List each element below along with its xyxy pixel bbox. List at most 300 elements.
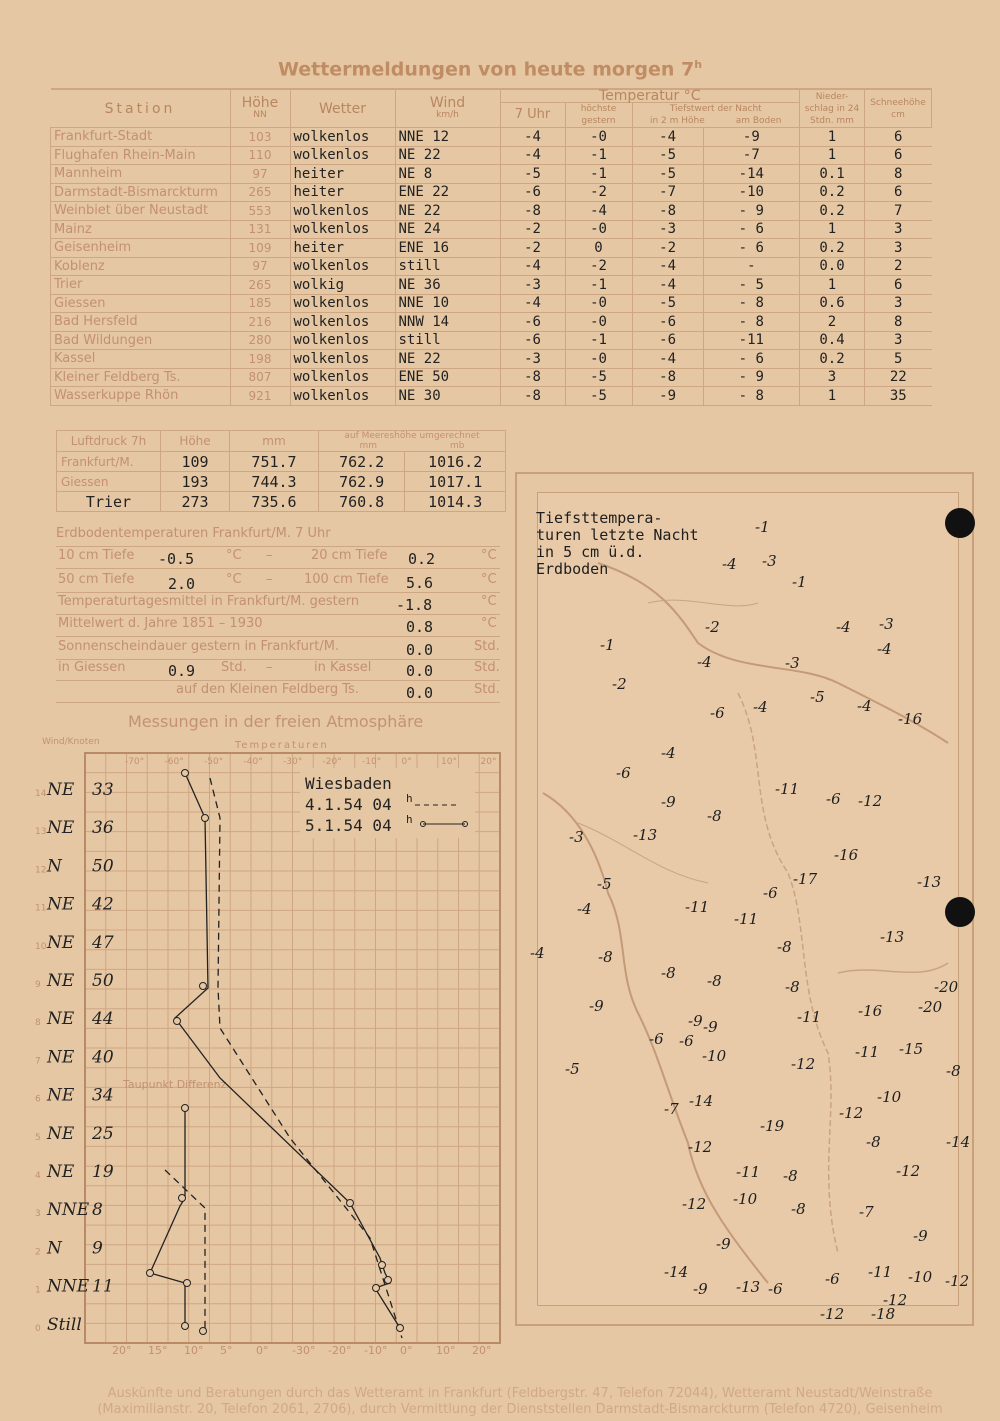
cell-wetter: heiter — [290, 165, 395, 184]
wind-dir: NE — [47, 1047, 75, 1068]
legend-station: Wiesbaden — [305, 774, 392, 793]
top-tick: -50° — [204, 757, 224, 767]
col-schnee: Schneehöhe cm — [865, 89, 932, 128]
wind-dir: N — [47, 1238, 62, 1259]
cell-min2m: -3 — [632, 220, 703, 239]
map-value: -3 — [879, 615, 894, 633]
cell-wetter: wolkenlos — [290, 350, 395, 369]
cell-schnee: 3 — [865, 294, 932, 313]
cell-nied: 1 — [800, 146, 865, 165]
cell-nied: 0.2 — [800, 239, 865, 258]
lp-cell-mb: 1016.2 — [405, 452, 506, 472]
bottom-tick: 0° — [400, 1344, 413, 1357]
cell-wetter: wolkenlos — [290, 202, 395, 221]
map-value: -6 — [825, 1270, 840, 1288]
cell-t7: -2 — [500, 220, 565, 239]
cell-minb: - 8 — [703, 313, 799, 332]
cell-minb: - 6 — [703, 220, 799, 239]
legend-date-1: 4.1.54 04 — [305, 795, 392, 814]
cell-station: Koblenz — [51, 257, 231, 276]
height-labels — [35, 789, 47, 1334]
cell-nied: 0.4 — [800, 331, 865, 350]
legend-date-2: 5.1.54 04 — [305, 816, 392, 835]
col-niederschlag: Nieder- schlag in 24 Stdn. mm — [800, 89, 865, 128]
wind-dir: N — [47, 856, 62, 877]
cell-t7: -8 — [500, 368, 565, 387]
cell-min2m: -5 — [632, 294, 703, 313]
wind-dir: NE — [47, 1123, 75, 1144]
height-label: 5 — [35, 1132, 41, 1143]
lp-row — [57, 472, 506, 492]
cell-minb: -7 — [703, 146, 799, 165]
cell-alt: 216 — [230, 313, 290, 332]
cell-alt: 97 — [230, 257, 290, 276]
top-ticks — [125, 757, 496, 767]
map-value: -11 — [855, 1043, 880, 1061]
top-tick: -70° — [125, 757, 145, 767]
lp-col-mm: mm — [230, 431, 319, 452]
col-7uhr: 7 Uhr — [500, 103, 565, 128]
map-value: -12 — [896, 1162, 921, 1180]
top-tick: -60° — [164, 757, 184, 767]
map-value: -12 — [820, 1305, 845, 1323]
atmo-chart — [35, 737, 505, 1363]
cell-station: Weinbiet über Neustadt — [51, 202, 231, 221]
cell-nied: 1 — [800, 128, 865, 147]
col-wetter: Wetter — [290, 89, 395, 128]
cell-alt: 265 — [230, 183, 290, 202]
cell-station: Wasserkuppe Rhön — [51, 387, 231, 406]
map-value: -15 — [899, 1040, 924, 1058]
cell-max: 0 — [565, 239, 632, 258]
map-value: -6 — [768, 1280, 783, 1298]
map-value: -11 — [736, 1163, 761, 1181]
cell-t7: -3 — [500, 276, 565, 295]
punch-hole-top — [945, 508, 975, 538]
map-value: -12 — [839, 1104, 864, 1122]
table-row — [51, 257, 932, 276]
cell-max: -4 — [565, 202, 632, 221]
sonne-feldberg-row: auf den Kleinen Feldberg Ts. 0.0 Std. — [56, 682, 500, 703]
cell-wind: still — [395, 257, 500, 276]
map-value: -8 — [791, 1200, 806, 1218]
cell-alt: 807 — [230, 368, 290, 387]
wind-dir: NNE — [47, 1200, 90, 1221]
cell-max: -2 — [565, 183, 632, 202]
legend-sup-1: h — [406, 792, 413, 805]
col-tiefstwert: Tiefstwert der Nacht in 2 m Höhe am Boden — [632, 103, 800, 128]
height-label: 14 — [35, 789, 47, 799]
erdboden-100cm-value: 5.6 — [406, 574, 434, 592]
cell-min2m: -6 — [632, 331, 703, 350]
cell-minb: - 8 — [703, 294, 799, 313]
cell-t7: -4 — [500, 257, 565, 276]
cell-min2m: -5 — [632, 165, 703, 184]
map-value: -1 — [755, 518, 770, 536]
sonne-feldberg-value: 0.0 — [406, 684, 434, 702]
map-value: -3 — [762, 552, 777, 570]
col-station: Station — [51, 89, 231, 128]
cell-schnee: 2 — [865, 257, 932, 276]
cell-t7: -6 — [500, 183, 565, 202]
map-value: -12 — [883, 1291, 908, 1309]
bottom-ticks — [112, 1344, 492, 1357]
map-value: -9 — [693, 1280, 708, 1298]
map-value: -4 — [753, 698, 768, 716]
lp-row — [57, 452, 506, 472]
map-value: -11 — [797, 1008, 822, 1026]
map-value: -8 — [785, 978, 800, 996]
cell-wetter: heiter — [290, 183, 395, 202]
height-label: 3 — [35, 1209, 41, 1220]
table-row — [51, 387, 932, 406]
sonne-value: 0.0 — [406, 641, 434, 659]
cell-minb: -9 — [703, 128, 799, 147]
cell-wind: ENE 16 — [395, 239, 500, 258]
map-value: -12 — [791, 1055, 816, 1073]
top-tick: 0° — [401, 757, 412, 767]
cell-t7: -2 — [500, 239, 565, 258]
table-row — [51, 183, 932, 202]
map-value: -9 — [913, 1227, 928, 1245]
cell-nied: 0.1 — [800, 165, 865, 184]
map-value: -3 — [569, 828, 584, 846]
cell-wetter: wolkenlos — [290, 387, 395, 406]
erdboden-title: Erdbodentemperaturen Frankfurt/M. 7 Uhr — [56, 526, 500, 547]
tagesmittel-row: Temperaturtagesmittel in Frankfurt/M. gestern -1.8 °C — [56, 594, 500, 615]
wind-dir: NNE — [47, 1276, 90, 1297]
punch-hole-bottom — [945, 897, 975, 927]
top-tick: -10° — [362, 757, 382, 767]
cell-max: -1 — [565, 276, 632, 295]
lp-cell-station: Frankfurt/M. — [57, 452, 161, 472]
cell-minb: - 9 — [703, 368, 799, 387]
lp-col-meeres: auf Meereshöhe umgerechnet mm mb — [319, 431, 506, 452]
cell-t7: -4 — [500, 294, 565, 313]
bottom-tick: -30° — [292, 1344, 316, 1357]
cell-schnee: 6 — [865, 183, 932, 202]
table-row — [51, 294, 932, 313]
cell-t7: -8 — [500, 387, 565, 406]
wind-kn: 47 — [92, 932, 114, 953]
wind-dir: NE — [47, 780, 75, 800]
mittelwert-row: Mittelwert d. Jahre 1851 – 1930 0.8 °C — [56, 616, 500, 637]
map-value: -9 — [661, 793, 676, 811]
map-value: -6 — [763, 884, 778, 902]
wind-dir: NE — [47, 971, 75, 991]
table-row — [51, 165, 932, 184]
temp-label: Temperaturen — [235, 740, 329, 751]
cell-station: Giessen — [51, 294, 231, 313]
cell-minb: -14 — [703, 165, 799, 184]
map-value: -4 — [530, 944, 545, 962]
cell-wetter: wolkenlos — [290, 257, 395, 276]
wind-label: Wind/Knoten — [42, 737, 100, 747]
cell-schnee: 3 — [865, 239, 932, 258]
map-value: -12 — [945, 1272, 970, 1290]
cell-minb: -11 — [703, 331, 799, 350]
cell-min2m: -4 — [632, 128, 703, 147]
cell-minb: - 8 — [703, 387, 799, 406]
cell-alt: 103 — [230, 128, 290, 147]
table-row — [51, 146, 932, 165]
map-value: -11 — [734, 910, 759, 928]
cell-min2m: -2 — [632, 239, 703, 258]
cell-station: Kleiner Feldberg Ts. — [51, 368, 231, 387]
height-label: 4 — [35, 1171, 41, 1181]
map-value: -12 — [688, 1138, 713, 1156]
map-value: -4 — [857, 697, 872, 715]
cell-alt: 185 — [230, 294, 290, 313]
wind-dir: NE — [47, 1009, 75, 1030]
wind-levels — [46, 780, 114, 1335]
cell-alt: 280 — [230, 331, 290, 350]
cell-wind: NE 22 — [395, 146, 500, 165]
cell-station: Kassel — [51, 350, 231, 369]
cell-schnee: 6 — [865, 276, 932, 295]
cell-station: Mainz — [51, 220, 231, 239]
erdboden-row-50-100: 50 cm Tiefe 2.0 °C – 100 cm Tiefe 5.6 °C — [56, 572, 500, 593]
height-label: 10 — [35, 941, 47, 952]
lp-col-hoehe: Höhe — [161, 431, 230, 452]
wind-kn: 8 — [92, 1200, 103, 1221]
cell-t7: -8 — [500, 202, 565, 221]
cell-station: Geisenheim — [51, 239, 231, 258]
lp-cell-mm: 744.3 — [230, 472, 319, 492]
wind-kn: 34 — [92, 1085, 114, 1106]
map-value: -6 — [826, 790, 841, 808]
height-label: 0 — [35, 1323, 41, 1334]
sonne-giessen-value: 0.9 — [168, 662, 196, 680]
cell-station: Mannheim — [51, 165, 231, 184]
col-wind: Wind km/h — [395, 89, 500, 128]
cell-wetter: wolkig — [290, 276, 395, 295]
map-value: -7 — [664, 1100, 679, 1118]
bottom-tick: 20° — [472, 1344, 492, 1357]
cell-t7: -3 — [500, 350, 565, 369]
border-east — [838, 963, 948, 973]
map-value: -4 — [836, 618, 851, 636]
cell-schnee: 35 — [865, 387, 932, 406]
cell-nied: 0.0 — [800, 257, 865, 276]
cell-t7: -6 — [500, 313, 565, 332]
map-value: -9 — [589, 997, 604, 1015]
cell-min2m: -9 — [632, 387, 703, 406]
map-value: -14 — [664, 1263, 689, 1281]
cell-schnee: 6 — [865, 146, 932, 165]
map-value: -4 — [877, 640, 892, 658]
cell-t7: -6 — [500, 331, 565, 350]
map-value: -1 — [792, 573, 807, 591]
cell-wetter: wolkenlos — [290, 294, 395, 313]
cell-alt: 97 — [230, 165, 290, 184]
map-value: -5 — [597, 875, 612, 893]
wind-dir: Still — [47, 1314, 82, 1335]
cell-schnee: 8 — [865, 165, 932, 184]
height-label: 7 — [35, 1056, 41, 1067]
cell-max: -0 — [565, 350, 632, 369]
cell-schnee: 3 — [865, 220, 932, 239]
cell-wind: ENE 50 — [395, 368, 500, 387]
map-value: -16 — [858, 1002, 883, 1020]
lp-cell-mm: 751.7 — [230, 452, 319, 472]
atmo-title: Messungen in der freien Atmosphäre — [128, 712, 424, 731]
cell-min2m: -4 — [632, 276, 703, 295]
map-value: -10 — [733, 1190, 758, 1208]
cell-wetter: wolkenlos — [290, 313, 395, 332]
bottom-tick: 10° — [436, 1344, 456, 1357]
lp-cell-station: Trier — [57, 492, 161, 512]
cell-station: Flughafen Rhein-Main — [51, 146, 231, 165]
map-value: -8 — [777, 938, 792, 956]
cell-wind: NE 30 — [395, 387, 500, 406]
lp-row — [57, 492, 506, 512]
cell-nied: 0.6 — [800, 294, 865, 313]
cell-max: -1 — [565, 331, 632, 350]
bottom-tick: 0° — [256, 1344, 269, 1357]
map-value: -8 — [946, 1062, 961, 1080]
wind-kn: 11 — [92, 1276, 114, 1297]
cell-max: -1 — [565, 165, 632, 184]
cell-wind: NE 36 — [395, 276, 500, 295]
map-value: -17 — [793, 870, 818, 888]
wind-kn: 25 — [92, 1123, 114, 1144]
cell-max: -5 — [565, 368, 632, 387]
col-hoehe: Höhe NN — [230, 89, 290, 128]
top-tick: 20° — [480, 757, 497, 767]
footer-text: Auskünfte und Beratungen durch das Wetteramt in Frankfurt (Feldbergstr. 47, Telefon 72044), Wetteramt Neustadt/Weinstraße (Maximilianstr. 20, Telefon 2061, 2706), durch Vermittlung der Dienststellen Darmstadt-Bismarckturm (Telefon 4720), Geisenheim — [97, 1386, 943, 1417]
table-row — [51, 276, 932, 295]
map-value: -10 — [877, 1088, 902, 1106]
cell-min2m: -4 — [632, 257, 703, 276]
map-value: -3 — [785, 654, 800, 672]
cell-min2m: -5 — [632, 146, 703, 165]
lp-cell-hoehe: 273 — [161, 492, 230, 512]
cell-wind: NE 22 — [395, 350, 500, 369]
cell-wind: NE 24 — [395, 220, 500, 239]
legend-sup-2: h — [406, 813, 413, 826]
cell-schnee: 22 — [865, 368, 932, 387]
height-label: 12 — [35, 865, 47, 876]
map-value: -9 — [688, 1012, 703, 1030]
cell-station: Darmstadt-Bismarckturm — [51, 183, 231, 202]
map-value: -5 — [810, 688, 825, 706]
luftdruck-table — [56, 430, 506, 512]
map-value: -11 — [685, 898, 710, 916]
atmo-curves — [147, 770, 404, 1339]
cell-wind: NNE 10 — [395, 294, 500, 313]
cell-alt: 110 — [230, 146, 290, 165]
erdboden-10cm-value: -0.5 — [158, 550, 195, 568]
map-value: -4 — [697, 653, 712, 671]
cell-nied: 3 — [800, 368, 865, 387]
map-value: -11 — [868, 1263, 893, 1281]
cell-wind: NNW 14 — [395, 313, 500, 332]
cell-min2m: -4 — [632, 350, 703, 369]
cell-station: Trier — [51, 276, 231, 295]
col-temperatur: Temperatur °C — [500, 89, 800, 103]
cell-nied: 0.2 — [800, 183, 865, 202]
wind-dir: NE — [47, 932, 75, 953]
cell-station: Frankfurt-Stadt — [51, 128, 231, 147]
cell-nied: 1 — [800, 276, 865, 295]
lp-cell-mb: 1017.1 — [405, 472, 506, 492]
map-value: -8 — [707, 972, 722, 990]
cell-wind: NNE 12 — [395, 128, 500, 147]
wind-kn: 33 — [92, 780, 114, 800]
map-value: -13 — [880, 928, 905, 946]
map-value: -11 — [775, 780, 800, 798]
sonne-row: Sonnenscheindauer gestern in Frankfurt/M. 0.0 Std. — [58, 639, 500, 659]
cell-station: Bad Wildungen — [51, 331, 231, 350]
map-value: -20 — [918, 998, 943, 1016]
col-hoechste: höchste gestern — [565, 103, 632, 128]
map-value: -6 — [649, 1030, 664, 1048]
sonne-giessen-kassel-row: in Giessen 0.9 Std. – in Kassel 0.0 Std. — [58, 660, 500, 680]
table-row — [51, 239, 932, 258]
table-row — [51, 220, 932, 239]
lp-cell-mm_sea: 760.8 — [319, 492, 405, 512]
wind-kn: 9 — [92, 1238, 103, 1259]
top-tick: 10° — [441, 757, 457, 767]
map-value: -1 — [600, 636, 615, 654]
map-value: -8 — [783, 1167, 798, 1185]
map-value: -6 — [710, 704, 725, 722]
cell-schnee: 8 — [865, 313, 932, 332]
map-value: -16 — [834, 846, 859, 864]
top-tick: -20° — [322, 757, 342, 767]
lp-cell-hoehe: 193 — [161, 472, 230, 492]
height-label: 11 — [35, 903, 47, 914]
height-label: 2 — [35, 1247, 41, 1258]
lp-cell-mm: 735.6 — [230, 492, 319, 512]
cell-alt: 553 — [230, 202, 290, 221]
cell-wetter: heiter — [290, 239, 395, 258]
erdboden-20cm-value: 0.2 — [408, 550, 436, 568]
map-value: -8 — [707, 807, 722, 825]
bottom-tick: 15° — [148, 1344, 168, 1357]
mittelwert-value: 0.8 — [406, 618, 434, 636]
height-label: 6 — [35, 1094, 41, 1105]
wind-dir: NE — [47, 1085, 75, 1106]
tagesmittel-value: -1.8 — [396, 596, 433, 614]
cell-minb: - 9 — [703, 202, 799, 221]
map-borders — [538, 493, 958, 1305]
table-row — [51, 313, 932, 332]
bottom-tick: 5° — [220, 1344, 233, 1357]
cell-alt: 109 — [230, 239, 290, 258]
wind-kn: 36 — [92, 818, 114, 839]
cell-max: -0 — [565, 220, 632, 239]
cell-min2m: -8 — [632, 368, 703, 387]
cell-alt: 198 — [230, 350, 290, 369]
table-row — [51, 202, 932, 221]
map-value: -13 — [736, 1278, 761, 1296]
map-value: -14 — [689, 1092, 714, 1110]
map-value: -4 — [577, 900, 592, 918]
cell-minb: - 5 — [703, 276, 799, 295]
map-value: -10 — [702, 1047, 727, 1065]
erdboden-row-10-20: 10 cm Tiefe -0.5 °C – 20 cm Tiefe 0.2 °C — [56, 548, 500, 569]
cell-minb: - — [703, 257, 799, 276]
map-value: -6 — [616, 764, 631, 782]
taupunkt-label: Taupunkt Differenz — [123, 1078, 227, 1091]
bottom-tick: -10° — [364, 1344, 388, 1357]
map-value: -2 — [705, 618, 720, 636]
cell-wetter: wolkenlos — [290, 220, 395, 239]
map-value: -20 — [934, 978, 959, 996]
map-value: -10 — [908, 1268, 933, 1286]
